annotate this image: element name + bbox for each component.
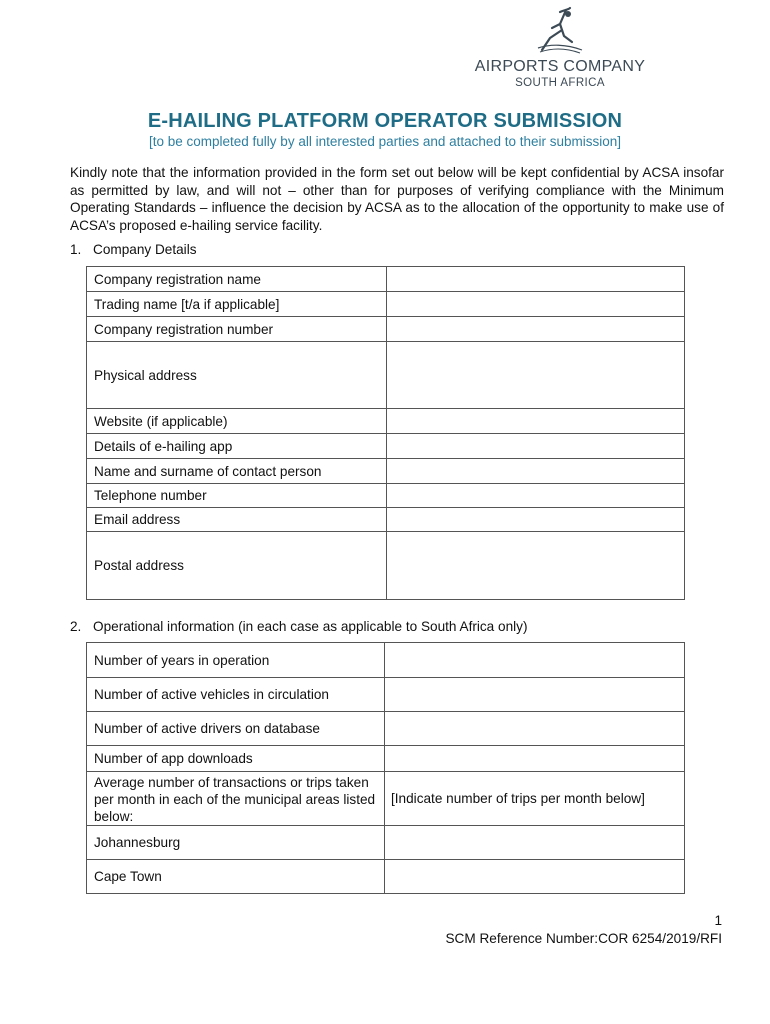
- row-label: Johannesburg: [87, 826, 385, 860]
- table-row: [87, 484, 685, 508]
- row-value-field[interactable]: [385, 860, 685, 894]
- table-row: [87, 643, 685, 678]
- row-label: Trading name [t/a if applicable]: [87, 292, 387, 317]
- section2-heading: [70, 619, 528, 634]
- row-value-field[interactable]: [387, 409, 685, 434]
- running-figure-icon: [530, 6, 590, 56]
- row-value-field[interactable]: [387, 267, 685, 292]
- row-value-field[interactable]: [387, 434, 685, 459]
- operational-info-table: [86, 642, 685, 894]
- row-value-field[interactable]: [385, 643, 685, 678]
- row-label: Email address: [87, 508, 387, 532]
- row-label: Number of active vehicles in circulation: [87, 678, 385, 712]
- row-value-field[interactable]: [387, 292, 685, 317]
- row-label: Company registration number: [87, 317, 387, 342]
- row-label: Average number of transactions or trips taken per month in each of the municipal areas listed below:: [87, 772, 385, 826]
- table-row: [87, 508, 685, 532]
- page-number: 1: [714, 913, 722, 928]
- logo-line1: AIRPORTS COMPANY: [474, 58, 646, 75]
- table-row: [87, 292, 685, 317]
- row-value-field[interactable]: [385, 826, 685, 860]
- table-row: [87, 267, 685, 292]
- acsa-logo: [470, 6, 650, 89]
- row-value-field[interactable]: [387, 532, 685, 600]
- table-row: [87, 409, 685, 434]
- row-label: Company registration name: [87, 267, 387, 292]
- row-value-field[interactable]: [387, 508, 685, 532]
- row-value-field[interactable]: [385, 746, 685, 772]
- section2-title: Operational information (in each case as applicable to South Africa only): [93, 619, 528, 634]
- table-row: [87, 772, 685, 826]
- row-label: Website (if applicable): [87, 409, 387, 434]
- company-details-table: [86, 266, 685, 600]
- table-row: [87, 342, 685, 409]
- row-value-field[interactable]: [387, 317, 685, 342]
- row-label: Telephone number: [87, 484, 387, 508]
- row-label: Cape Town: [87, 860, 385, 894]
- section2-number: 2.: [70, 619, 82, 634]
- row-value-field[interactable]: [Indicate number of trips per month below]: [385, 772, 685, 826]
- row-label: Number of app downloads: [87, 746, 385, 772]
- row-label: Details of e-hailing app: [87, 434, 387, 459]
- row-label: Postal address: [87, 532, 387, 600]
- table-row: [87, 712, 685, 746]
- table-row: [87, 532, 685, 600]
- table-row: [87, 434, 685, 459]
- row-value-field[interactable]: [385, 678, 685, 712]
- section1-heading: [70, 242, 197, 257]
- row-label: Number of years in operation: [87, 643, 385, 678]
- table-row: [87, 826, 685, 860]
- row-label: Physical address: [87, 342, 387, 409]
- page-subtitle: [to be completed fully by all interested parties and attached to their submission]: [148, 134, 621, 149]
- row-value-field[interactable]: [385, 712, 685, 746]
- page-title: E-HAILING PLATFORM OPERATOR SUBMISSION: [147, 110, 623, 132]
- table-row: [87, 459, 685, 484]
- section1-number: 1.: [70, 242, 82, 257]
- row-value-field[interactable]: [387, 459, 685, 484]
- table-row: [87, 317, 685, 342]
- row-label: Name and surname of contact person: [87, 459, 387, 484]
- row-value-field[interactable]: [387, 484, 685, 508]
- table-row: [87, 860, 685, 894]
- section1-title: Company Details: [93, 242, 197, 257]
- row-label: Number of active drivers on database: [87, 712, 385, 746]
- intro-paragraph: Kindly note that the information provided in the form set out below will be kept confidential by ACSA insofar as permitted by law, and will not – other than for purposes of verifying compliance with the Minimum Operating Standards – influence the decision by ACSA as to the allocation of the opportunity to make use of ACSA’s proposed e-hailing service facility.: [70, 165, 724, 233]
- table-row: [87, 678, 685, 712]
- table-row: [87, 746, 685, 772]
- logo-line2: SOUTH AFRICA: [515, 77, 605, 89]
- scm-reference: SCM Reference Number:COR 6254/2019/RFI: [445, 931, 722, 946]
- row-value-field[interactable]: [387, 342, 685, 409]
